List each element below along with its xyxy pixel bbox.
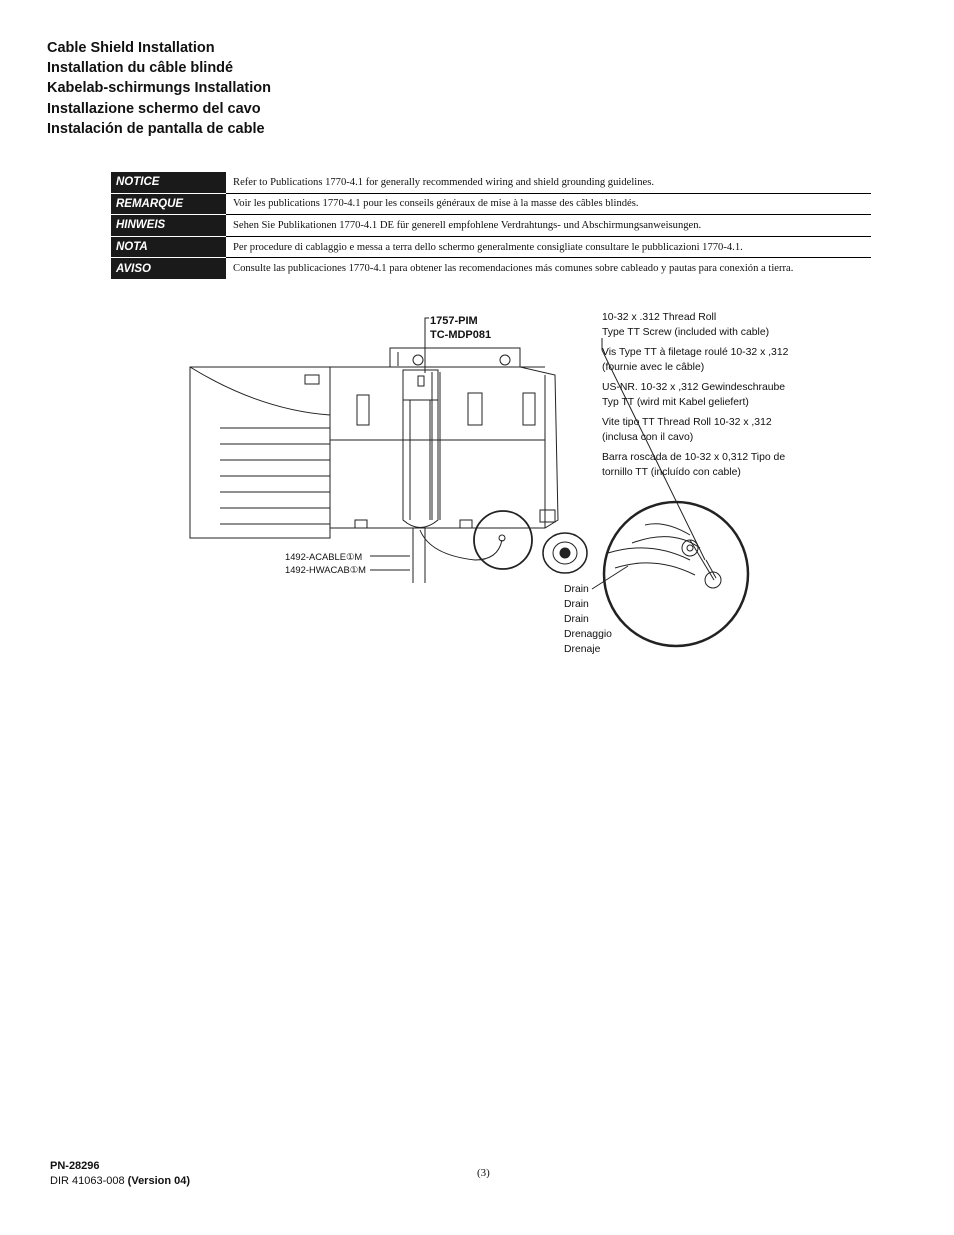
drain-callout bbox=[564, 582, 612, 657]
notice-text: Voir les publications 1770-4.1 pour les conseils généraux de mise à la masse des câbles blindés. bbox=[226, 193, 871, 215]
detail-circle-large bbox=[604, 502, 748, 646]
drain-label-line: Drain bbox=[564, 599, 589, 610]
title-english: Cable Shield Installation bbox=[47, 40, 215, 56]
part-number: PN-28296 bbox=[50, 1160, 100, 1172]
screw-label-line: (fournie avec le câble) bbox=[602, 362, 705, 373]
title-german: Kabelab-schirmungs Installation bbox=[47, 80, 271, 97]
version: (Version 04) bbox=[127, 1175, 191, 1187]
notice-text: Per procedure di cablaggio e messa a terra dello schermo generalmente consigliate consultare le pubblicazioni 1770-4.1. bbox=[226, 236, 871, 258]
screw-label-line: Type TT Screw (included with cable) bbox=[602, 327, 770, 338]
notice-label: NOTA bbox=[111, 236, 226, 258]
title-french: Installation du câble blindé bbox=[47, 60, 234, 77]
title-italian: Installazione schermo del cavo bbox=[47, 100, 261, 117]
title-spanish: Instalación de pantalla de cable bbox=[47, 120, 265, 137]
dir-number: DIR 41063-008 bbox=[50, 1175, 128, 1187]
screw-label-line: 10-32 x .312 Thread Roll bbox=[602, 312, 717, 323]
notice-label: AVISO bbox=[111, 258, 226, 280]
screw-label-line: (inclusa con il cavo) bbox=[602, 432, 694, 443]
notice-text: Sehen Sie Publikationen 1770-4.1 DE für generell empfohlene Verdrahtungs- und Abschirmungsanweisungen. bbox=[226, 215, 871, 237]
pim-label-line: TC-MDP081 bbox=[430, 329, 492, 341]
notice-text: Refer to Publications 1770-4.1 for generally recommended wiring and shield grounding guidelines. bbox=[226, 172, 871, 193]
screw-label-line: tornillo TT (incluído con cable) bbox=[602, 467, 741, 478]
notice-label: REMARQUE bbox=[111, 193, 226, 215]
cable-label-line: 1492-ACABLE①M bbox=[285, 551, 363, 562]
screw-label-line: Vite tipo TT Thread Roll 10-32 x ,312 bbox=[602, 417, 772, 428]
pim-label-line: 1757-PIM bbox=[430, 315, 478, 327]
screw-label-line: US-NR. 10-32 x ,312 Gewindeschraube bbox=[602, 382, 786, 393]
drain-label-line: Drain bbox=[564, 614, 589, 625]
cable-callout bbox=[285, 550, 366, 576]
dir-line bbox=[50, 1174, 190, 1189]
pim-label bbox=[430, 314, 491, 342]
drain-label-line: Drenaggio bbox=[564, 629, 612, 640]
drain-label-line: Drain bbox=[564, 584, 589, 595]
controller-left-panel bbox=[190, 367, 330, 538]
detail-circle-small bbox=[474, 511, 532, 569]
chassis-outline bbox=[330, 348, 558, 528]
notice-label: HINWEIS bbox=[111, 215, 226, 237]
screw-label-line: Vis Type TT à filetage roulé 10-32 x ,312 bbox=[602, 347, 789, 358]
pim-module bbox=[403, 370, 438, 400]
notice-text: Consulte las publicaciones 1770-4.1 para obtener las recomendaciones más comunes sobre cableado y pautas para conexión a tierra. bbox=[233, 263, 794, 275]
screw-label-line: Barra roscada de 10-32 x 0,312 Tipo de bbox=[602, 452, 786, 463]
screw-label-line: Typ TT (wird mit Kabel geliefert) bbox=[602, 397, 749, 408]
cable-label-line: 1492-HWACAB①M bbox=[285, 564, 366, 575]
notice-label: NOTICE bbox=[111, 172, 226, 193]
screw-callout bbox=[602, 310, 788, 480]
drain-label-line: Drenaje bbox=[564, 644, 601, 655]
footer bbox=[50, 1159, 190, 1189]
page-number: (3) bbox=[477, 1167, 490, 1179]
